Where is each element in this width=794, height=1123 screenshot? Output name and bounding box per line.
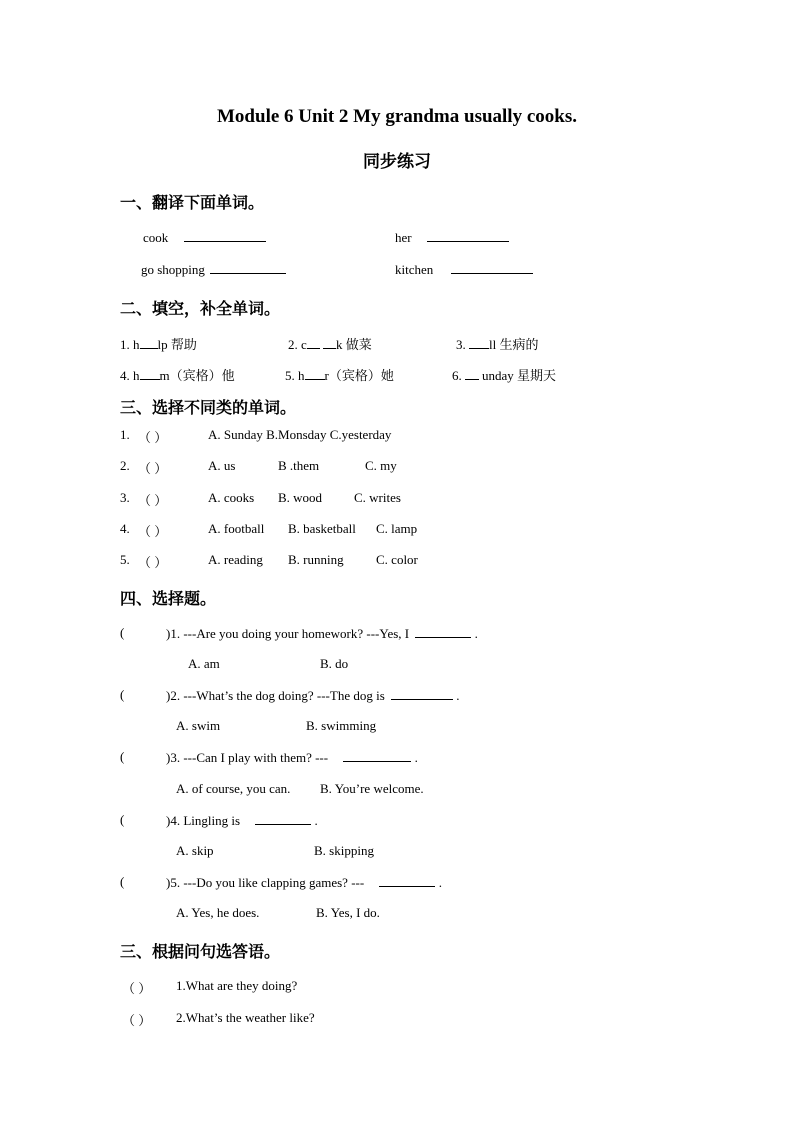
fill-suffix: unday 星期天 [482,368,557,383]
word-item [143,229,266,246]
word-text: her [395,230,412,245]
answer-paren[interactable]: （ ） [138,461,168,476]
answer-blank[interactable] [307,336,320,349]
section-5-heading: 三、根据问句选答语。 [120,942,281,961]
section-2-heading: 二、填空，补全单词。 [120,299,281,318]
answer-paren[interactable]: （ ） [122,981,152,996]
word-item [141,261,286,278]
fill-prefix: 3. [456,337,469,352]
word-item [395,229,509,246]
option-b: B. wood [278,490,323,505]
answer-paren[interactable]: （ ） [138,555,168,570]
item-number: 3. [120,490,130,505]
fill-item [120,365,235,384]
option-b: B. basketball [288,521,356,536]
answer-blank[interactable] [210,261,286,274]
answer-blank[interactable] [451,261,533,274]
fill-item [452,365,556,384]
fill-item [120,334,197,353]
fill-prefix: 1. h [120,337,140,352]
answer-blank[interactable] [465,367,479,380]
answer-blank[interactable] [379,874,435,887]
option-a: A. of course, you can. [176,781,291,796]
option-b: B. running [288,552,344,567]
fill-prefix: 4. h [120,368,140,383]
answer-paren[interactable]: ( [120,687,125,702]
item-number: 4. [120,521,130,536]
option-a: A. reading [208,552,263,567]
option-b: B. You’re welcome. [320,781,424,796]
word-item [395,261,533,278]
option-b: B. do [320,656,349,671]
page-title: Module 6 Unit 2 My grandma usually cooks. [217,106,577,127]
answer-blank[interactable] [469,336,489,349]
option-a: A. cooks [208,490,255,505]
fill-suffix: lp 帮助 [157,337,197,352]
option-c: C. lamp [376,521,418,536]
option-a: A. am [188,656,220,671]
fill-suffix: r（宾格）她 [324,368,394,383]
question [166,812,318,829]
question-end: . [456,688,460,703]
question-end: . [314,813,318,828]
question-text: )2. ---What’s the dog doing? ---The dog is [166,688,385,703]
answer-blank[interactable] [305,367,325,380]
answer-blank[interactable] [184,229,266,242]
answer-paren[interactable]: ( [120,874,125,889]
answer-paren[interactable]: （ ） [122,1013,152,1028]
answer-paren[interactable]: ( [120,749,125,764]
option-a: A. Sunday B.Monsday C.yesterday [208,427,392,442]
option-a: A. football [208,521,265,536]
question-text: )5. ---Do you like clapping games? --- [166,875,365,890]
answer-blank[interactable] [343,749,411,762]
fill-item [456,334,538,353]
item-number: 1. [120,427,130,442]
answer-blank[interactable] [255,812,311,825]
question-text: 1.What are they doing? [176,978,298,993]
question-end: . [474,626,478,641]
option-b: B. Yes, I do. [316,905,380,920]
option-b: B. swimming [306,718,377,733]
question-end: . [438,875,442,890]
answer-blank[interactable] [140,336,158,349]
section-3-heading: 三、选择不同类的单词。 [120,398,297,417]
question [166,687,460,704]
question [166,749,418,766]
answer-paren[interactable]: （ ） [138,493,168,508]
answer-blank[interactable] [323,336,336,349]
answer-blank[interactable] [427,229,509,242]
section-1-heading: 一、翻译下面单词。 [120,193,265,212]
question [166,874,442,891]
page-subtitle: 同步练习 [363,152,431,172]
word-text: kitchen [395,262,434,277]
option-a: A. Yes, he does. [176,905,260,920]
option-a: A. swim [176,718,221,733]
fill-suffix: ll 生病的 [489,337,539,352]
question-text: )1. ---Are you doing your homework? ---Yes, I [166,626,410,641]
fill-item [288,334,372,353]
option-b: B. skipping [314,843,374,858]
answer-blank[interactable] [391,687,453,700]
word-text: go shopping [141,262,205,277]
fill-suffix: m（宾格）他 [159,368,235,383]
fill-prefix: 5. h [285,368,305,383]
question-text: )4. Lingling is [166,813,241,828]
option-a: A. us [208,458,236,473]
fill-prefix: 2. c [288,337,307,352]
choice-row [120,427,130,443]
option-c: C. writes [354,490,401,505]
question-text: 2.What’s the weather like? [176,1010,315,1025]
answer-paren[interactable]: ( [120,812,125,827]
question-text: )3. ---Can I play with them? --- [166,750,329,765]
answer-blank[interactable] [140,367,160,380]
word-text: cook [143,230,169,245]
option-a: A. skip [176,843,214,858]
answer-blank[interactable] [415,625,471,638]
fill-item [285,365,394,384]
item-number: 2. [120,458,130,473]
question [166,625,478,642]
section-4-heading: 四、选择题。 [120,589,217,608]
item-number: 5. [120,552,130,567]
fill-suffix: k 做菜 [336,337,372,352]
answer-paren[interactable]: ( [120,625,125,640]
question-end: . [414,750,418,765]
answer-paren[interactable]: （ ） [138,430,168,445]
fill-prefix: 6. [452,368,465,383]
option-b: B .them [278,458,320,473]
answer-paren[interactable]: （ ） [138,524,168,539]
option-c: C. color [376,552,418,567]
option-c: C. my [365,458,397,473]
